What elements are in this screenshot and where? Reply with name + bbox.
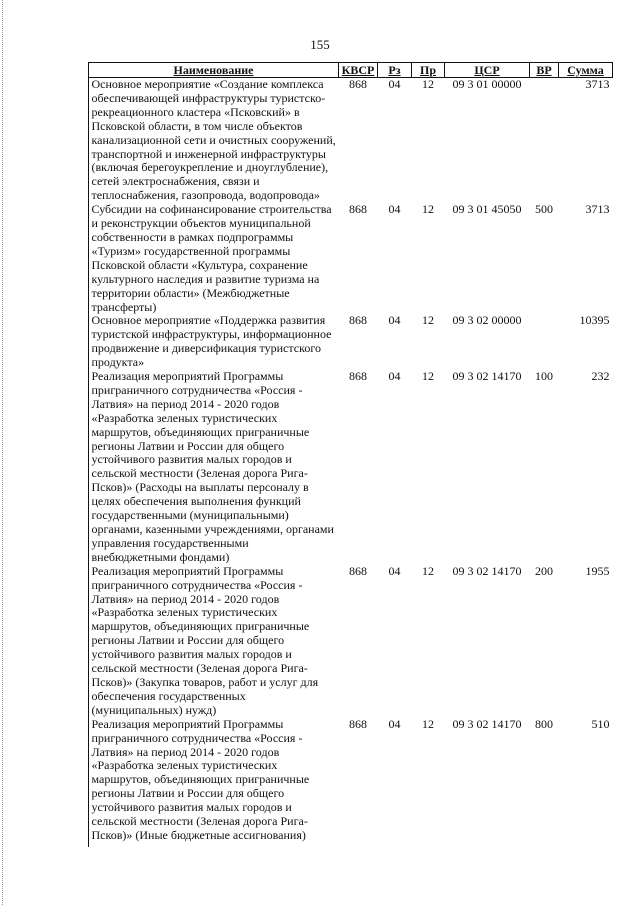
header-kvsr: КВСР bbox=[339, 63, 378, 78]
row-kvsr: 868 bbox=[349, 77, 367, 91]
row-csr: 09 3 01 45050 bbox=[452, 202, 522, 217]
table-row bbox=[89, 718, 613, 843]
row-kvsr: 868 bbox=[349, 716, 367, 731]
row-rz: 04 bbox=[388, 716, 401, 731]
row-vr: 500 bbox=[535, 202, 553, 217]
row-rz: 04 bbox=[388, 77, 401, 91]
table-body bbox=[89, 78, 613, 843]
scan-edge-line bbox=[2, 0, 3, 905]
row-pr: 12 bbox=[422, 563, 434, 578]
row-rz: 04 bbox=[388, 563, 401, 578]
page-number: 155 bbox=[310, 37, 330, 52]
row-vr: 800 bbox=[535, 716, 553, 731]
header-csr: ЦСР bbox=[445, 63, 530, 78]
row-vr bbox=[530, 78, 559, 204]
row-sum: 232 bbox=[591, 369, 610, 384]
row-sum: 3713 bbox=[585, 77, 610, 91]
row-sum: 1955 bbox=[585, 563, 610, 578]
row-rz: 04 bbox=[388, 202, 401, 217]
row-pr: 12 bbox=[422, 77, 434, 91]
row-name: Реализация мероприятий Программы приграничного сотрудничества «Россия - Латвия» на период 2014 - 2020 годов «Разработка зеленых туристических маршрутов, объединяющих приграничные регионы Латвии и России для общего устойчивого развития малых городов и сельской местности (Зеленая дорога Рига-Псков)» (Иные бюджетные ассигнования) bbox=[91, 716, 310, 842]
row-name: Реализация мероприятий Программы приграничного сотрудничества «Россия - Латвия» на период 2014 - 2020 годов «Разработка зеленых туристических маршрутов, объединяющих приграничные регионы Латвии и России для общего устойчивого развития малых городов и сельской местности (Зеленая дорога Рига-Псков)» (Закупка товаров, работ и услуг для обеспечения государственных (муниципальных) нужд) bbox=[91, 563, 319, 717]
row-csr: 09 3 02 14170 bbox=[452, 369, 522, 384]
row-kvsr: 868 bbox=[349, 313, 367, 328]
header-pr: Пр bbox=[412, 63, 445, 78]
table-header bbox=[89, 63, 613, 78]
row-csr: 09 3 02 14170 bbox=[452, 716, 522, 731]
row-rz: 04 bbox=[388, 313, 401, 328]
row-kvsr: 868 bbox=[349, 369, 367, 384]
header-rz: Рз bbox=[378, 63, 412, 78]
budget-table bbox=[88, 62, 613, 843]
row-sum: 510 bbox=[591, 716, 610, 731]
header-row bbox=[89, 63, 613, 78]
row-rz: 04 bbox=[388, 369, 401, 384]
row-pr: 12 bbox=[422, 369, 434, 384]
row-name: Субсидии на софинансирование строительства и реконструкции объектов муниципальной собственности в рамках подпрограммы «Туризм» государственной программы Псковской области «Культура, сохранение культурного наследия и развитие туризма на территории области» (Межбюджетные трансферты) bbox=[91, 202, 332, 314]
table-row bbox=[89, 370, 613, 565]
row-csr: 09 3 02 14170 bbox=[452, 563, 522, 578]
row-pr: 12 bbox=[422, 313, 434, 328]
row-pr: 12 bbox=[422, 202, 434, 217]
row-vr bbox=[530, 314, 559, 370]
row-name: Основное мероприятие «Создание комплекса обеспечивающей инфраструктуры туристско-рекреационного кластера «Псковский» в Псковской области, в том числе объектов канализационной сети и очистных сооружений, транспортной и инженерной инфраструктуры (включая берегоукрепление и дноуглубление), сетей электроснабжения, связи и теплоснабжения, газопровода, водопровода» bbox=[91, 77, 336, 203]
row-csr: 09 3 01 00000 bbox=[452, 77, 522, 91]
row-name: Реализация мероприятий Программы приграничного сотрудничества «Россия - Латвия» на период 2014 - 2020 годов «Разработка зеленых туристических маршрутов, объединяющих приграничные регионы Латвии и России для общего устойчивого развития малых городов и сельской местности (Зеленая дорога Рига-Псков)» (Расходы на выплаты персоналу в целях обеспечения выполнения функций государственными (муниципальными) органами, казенными учреждениями, органами управления государственными внебюджетными фондами) bbox=[91, 369, 334, 564]
row-vr: 100 bbox=[535, 369, 553, 384]
table-row bbox=[89, 314, 613, 370]
row-vr: 200 bbox=[535, 563, 553, 578]
table-row bbox=[89, 565, 613, 718]
header-name: Наименование bbox=[89, 63, 339, 78]
header-vr: ВР bbox=[530, 63, 559, 78]
row-pr: 12 bbox=[422, 716, 434, 731]
row-sum: 10395 bbox=[579, 313, 610, 328]
header-sum: Сумма bbox=[559, 63, 613, 78]
row-name: Основное мероприятие «Поддержка развития туристской инфраструктуры, информационное продвижение и диверсификация туристского продукта» bbox=[91, 313, 332, 370]
row-kvsr: 868 bbox=[349, 563, 367, 578]
row-kvsr: 868 bbox=[349, 202, 367, 217]
row-csr: 09 3 02 00000 bbox=[452, 313, 522, 328]
row-sum: 3713 bbox=[585, 202, 610, 217]
table-row bbox=[89, 78, 613, 204]
table-row bbox=[89, 203, 613, 314]
